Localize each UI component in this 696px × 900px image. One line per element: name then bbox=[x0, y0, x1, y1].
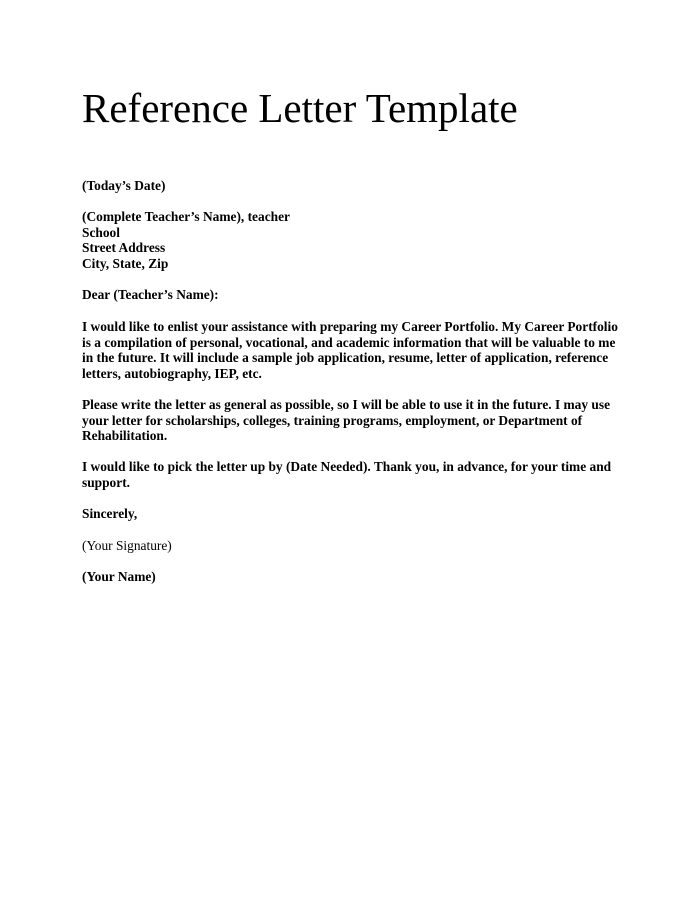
closing: Sincerely, bbox=[82, 506, 138, 521]
paragraph-3: I would like to pick the letter up by (Date Needed). Thank you, in advance, for your time and support. bbox=[82, 459, 612, 490]
name-placeholder: (Your Name) bbox=[82, 569, 156, 584]
recipient-name: (Complete Teacher’s Name), teacher bbox=[82, 209, 290, 224]
recipient-city-state-zip: City, State, Zip bbox=[82, 255, 169, 271]
date-placeholder: (Today’s Date) bbox=[82, 178, 166, 193]
recipient-school: School bbox=[82, 224, 120, 240]
signature-placeholder: (Your Signature) bbox=[82, 538, 172, 553]
document-title: Reference Letter Template bbox=[82, 85, 518, 131]
paragraph-2: Please write the letter as general as possible, so I will be able to use it in the future. I may use your letter for scholarships, colleges, training programs, employment, or Department of Rehabilitation. bbox=[82, 397, 611, 444]
recipient-street: Street Address bbox=[82, 240, 166, 256]
paragraph-1: I would like to enlist your assistance with preparing my Career Portfolio. My Career Portfolio is a compilation of personal, vocational, and academic information that will be valuable to me in the future. It will include a sample job application, resume, letter of application, reference letters, autobiography, IEP, etc. bbox=[82, 319, 618, 381]
salutation: Dear (Teacher’s Name): bbox=[82, 287, 219, 302]
recipient-address bbox=[82, 209, 642, 271]
